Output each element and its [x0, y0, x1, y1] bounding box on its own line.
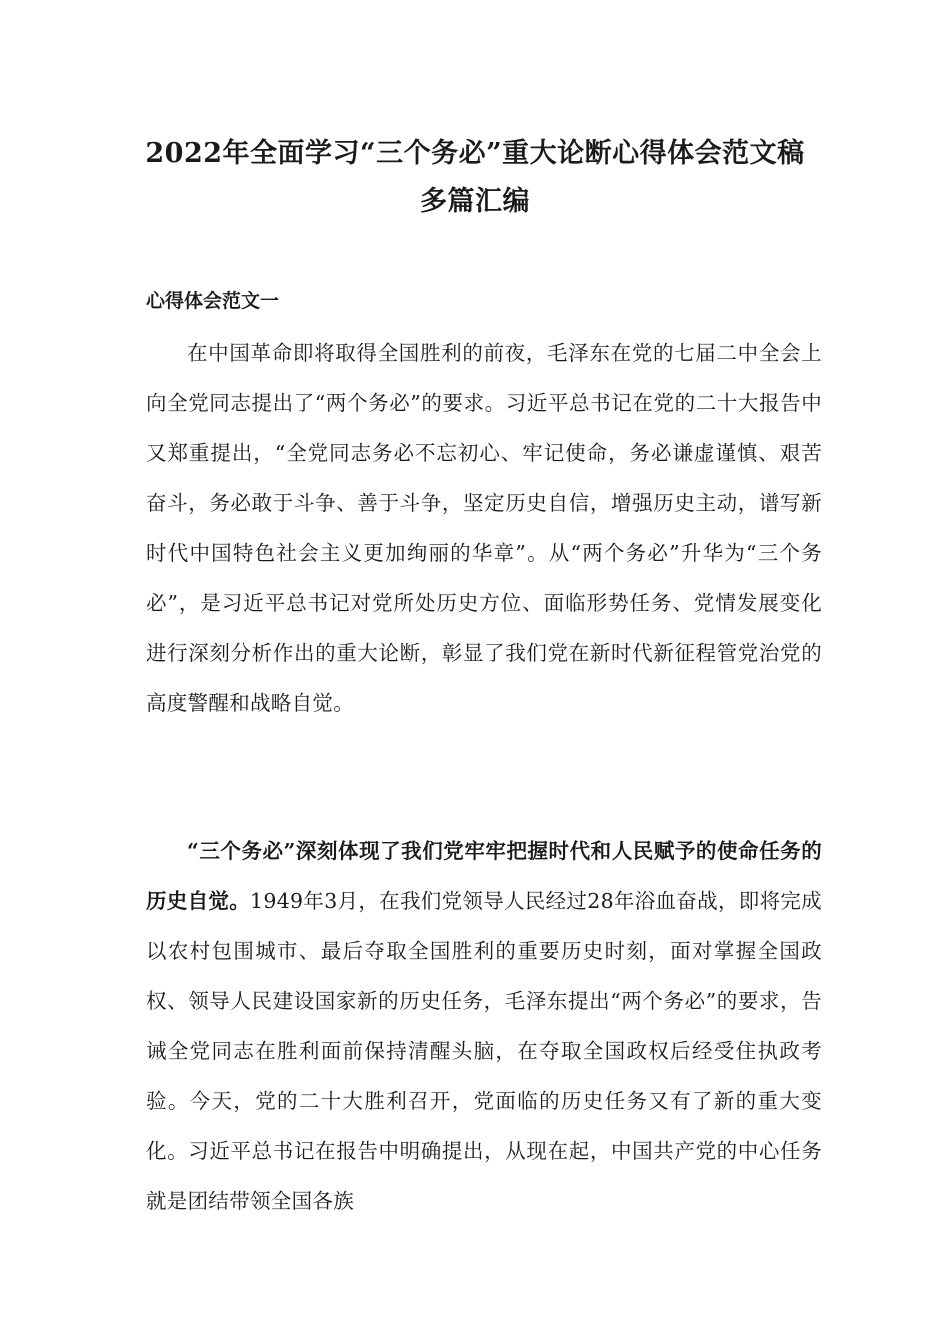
document-title: 2022年全面学习“三个务必”重大论断心得体会范文稿多篇汇编: [145, 138, 805, 217]
paragraph-2-body: 1949年3月，在我们党领导人民经过28年浴血奋战，即将完成以农村包围城市、最后夺取全国胜利的重要历史时刻，面对掌握全国政权、领导人民建设国家新的历史任务，毛泽东提出“两个务必”的要求，告诫全党同志在胜利面前保持清醒头脑，在夺取全国政权后经受住执政考验。今天，党的二十大胜利召开，党面临的历史任务又有了新的重大变化。习近平总书记在报告中明确提出，从现在起，中国共产党的中心任务就是团结带领全国各族: [146, 889, 822, 1213]
section-heading: 心得体会范文一: [146, 290, 280, 312]
paragraph-2: [146, 826, 822, 1226]
paragraph-1: 在中国革命即将取得全国胜利的前夜，毛泽东在党的七届二中全会上向全党同志提出了“两个务必”的要求。习近平总书记在党的二十大报告中又郑重提出，“全党同志务必不忘初心、牢记使命，务必谦虚谨慎、艰苦奋斗，务必敢于斗争、善于斗争，坚定历史自信，增强历史主动，谱写新时代中国特色社会主义更加绚丽的华章”。从“两个务必”升华为“三个务必”，是习近平总书记对党所处历史方位、面临形势任务、党情发展变化进行深刻分析作出的重大论断，彰显了我们党在新时代新征程管党治党的高度警醒和战略自觉。: [146, 341, 822, 715]
paragraph-2-lead: “三个务必”深刻体现了我们党牢牢把握时代和人民赋予的使命任务的历史自觉。: [146, 839, 822, 913]
